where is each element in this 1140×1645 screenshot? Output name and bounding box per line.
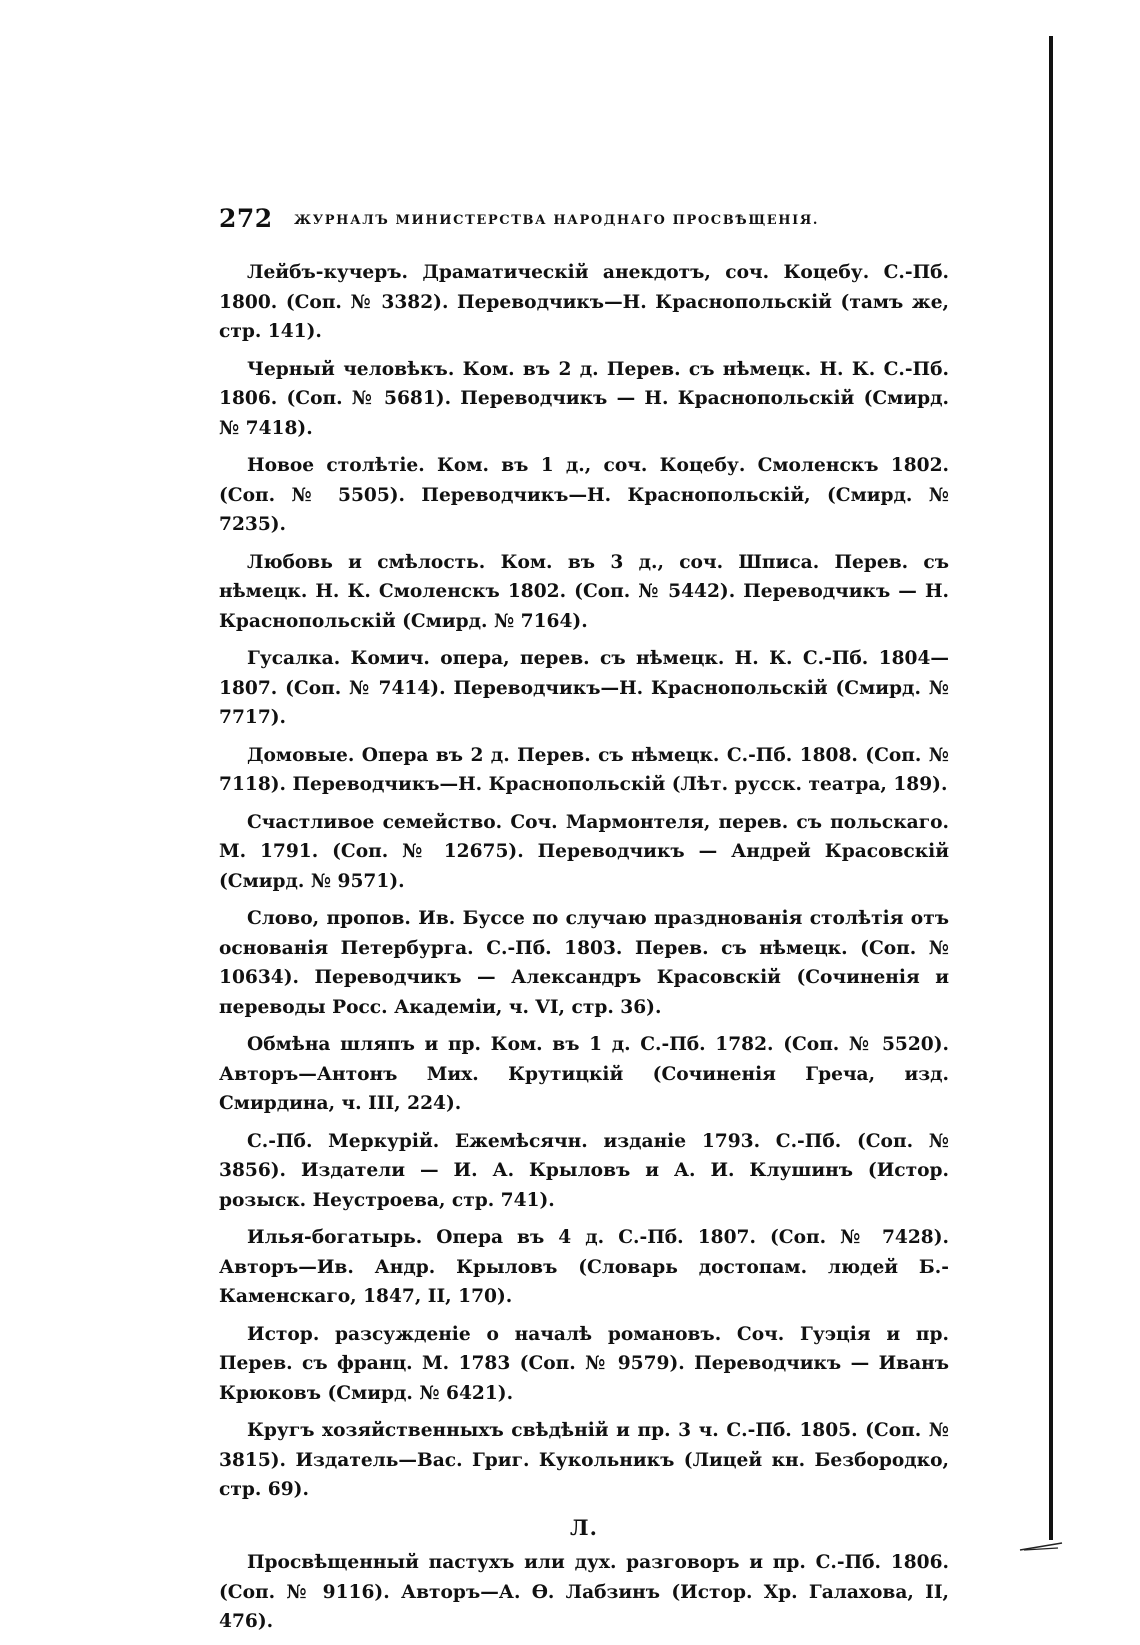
page-header — [219, 204, 859, 244]
entry: Истор. разсужденіе о началѣ романовъ. Соч. Гуэція и пр. Перев. съ франц. М. 1783 (Соп. № 9579). Переводчикъ — Иванъ Крюковъ (Смирд. № 6421). — [219, 1323, 949, 1404]
entry: Лейбъ-кучеръ. Драматическій анекдотъ, соч. Коцебу. С.-Пб. 1800. (Соп. № 3382). Переводчикъ—Н. Краснопольскій (тамъ же, стр. 141). — [219, 262, 949, 342]
entry: Любовь и смѣлость. Ком. въ 3 д., соч. Шписа. Перев. съ нѣмецк. Н. К. Смоленскъ 1802. (Соп. № 5442). Переводчикъ — Н. Краснопольскій (Смирд. № 7164). — [219, 551, 949, 632]
entry: Счастливое семейство. Соч. Мармонтеля, перев. съ польскаго. М. 1791. (Соп. № 12675). Переводчикъ — Андрей Красовскій (Смирд. № 9571). — [219, 811, 949, 892]
entry: Обмѣна шляпъ и пр. Ком. въ 1 д. С.-Пб. 1782. (Соп. № 5520). Авторъ—Антонъ Мих. Крутицкій (Сочиненія Греча, изд. Смирдина, ч. III, 224). — [219, 1034, 949, 1114]
entry: Черный человѣкъ. Ком. въ 2 д. Перев. съ нѣмецк. Н. К. С.-Пб. 1806. (Соп. № 5681). Переводчикъ — Н. Краснопольскій (Смирд. № 7418). — [219, 358, 949, 439]
page-number: 272 — [219, 204, 273, 233]
entry: Слово, пропов. Ив. Буссе по случаю празднованія столѣтія отъ основанія Петербурга. С.-Пб. 1803. Перев. съ нѣмецк. (Соп. № 10634). Переводчикъ — Александръ Красовскій (Сочиненія и переводы Росс. Академіи, ч. VI, стр. 36). — [219, 908, 949, 1018]
bibliography-text — [219, 258, 949, 1645]
entry: Кругъ хозяйственныхъ свѣдѣній и пр. 3 ч. С.-Пб. 1805. (Соп. № 3815). Издатель—Вас. Григ. Кукольникъ (Лицей кн. Безбородко, стр. 69). — [219, 1420, 949, 1500]
binding-edge-rule — [1049, 36, 1053, 1540]
entry: Новое столѣтіе. Ком. въ 1 д., соч. Коцебу. Смоленскъ 1802. (Соп. № 5505). Переводчикъ—Н. Краснопольскій, (Смирд. № 7235). — [219, 455, 949, 535]
entry: Домовые. Опера въ 2 д. Перев. съ нѣмецк. С.-Пб. 1808. (Соп. № 7118). Переводчикъ—Н. Краснопольскій (Лѣт. русск. театра, 189). — [219, 744, 949, 795]
scan-corner-mark — [1018, 1540, 1064, 1552]
section-letter-heading: Л. — [570, 1514, 598, 1540]
entry: Илья-богатырь. Опера въ 4 д. С.-Пб. 1807. (Соп. № 7428). Авторъ—Ив. Андр. Крыловъ (Словарь достопам. людей Б.-Каменскаго, 1847, II, 170). — [219, 1227, 949, 1307]
entry: Просвѣщенный пастухъ или дух. разговоръ и пр. С.-Пб. 1806. (Соп. № 9116). Авторъ—А. Ѳ. Лабзинъ (Истор. Хр. Галахова, II, 476). — [219, 1552, 949, 1632]
running-title: ЖУРНАЛЪ МИНИСТЕРСТВА НАРОДНАГО ПРОСВѢЩЕНІЯ. — [294, 213, 820, 228]
entry: Гусалка. Комич. опера, перев. съ нѣмецк. Н. К. С.-Пб. 1804—1807. (Соп. № 7414). Переводчикъ—Н. Краснопольскій (Смирд. № 7717). — [219, 648, 949, 728]
entry: С.-Пб. Меркурій. Ежемѣсячн. изданіе 1793. С.-Пб. (Соп. № 3856). Издатели — И. А. Крыловъ и А. И. Клушинъ (Истор. розыск. Неустроева, стр. 741). — [219, 1130, 949, 1211]
